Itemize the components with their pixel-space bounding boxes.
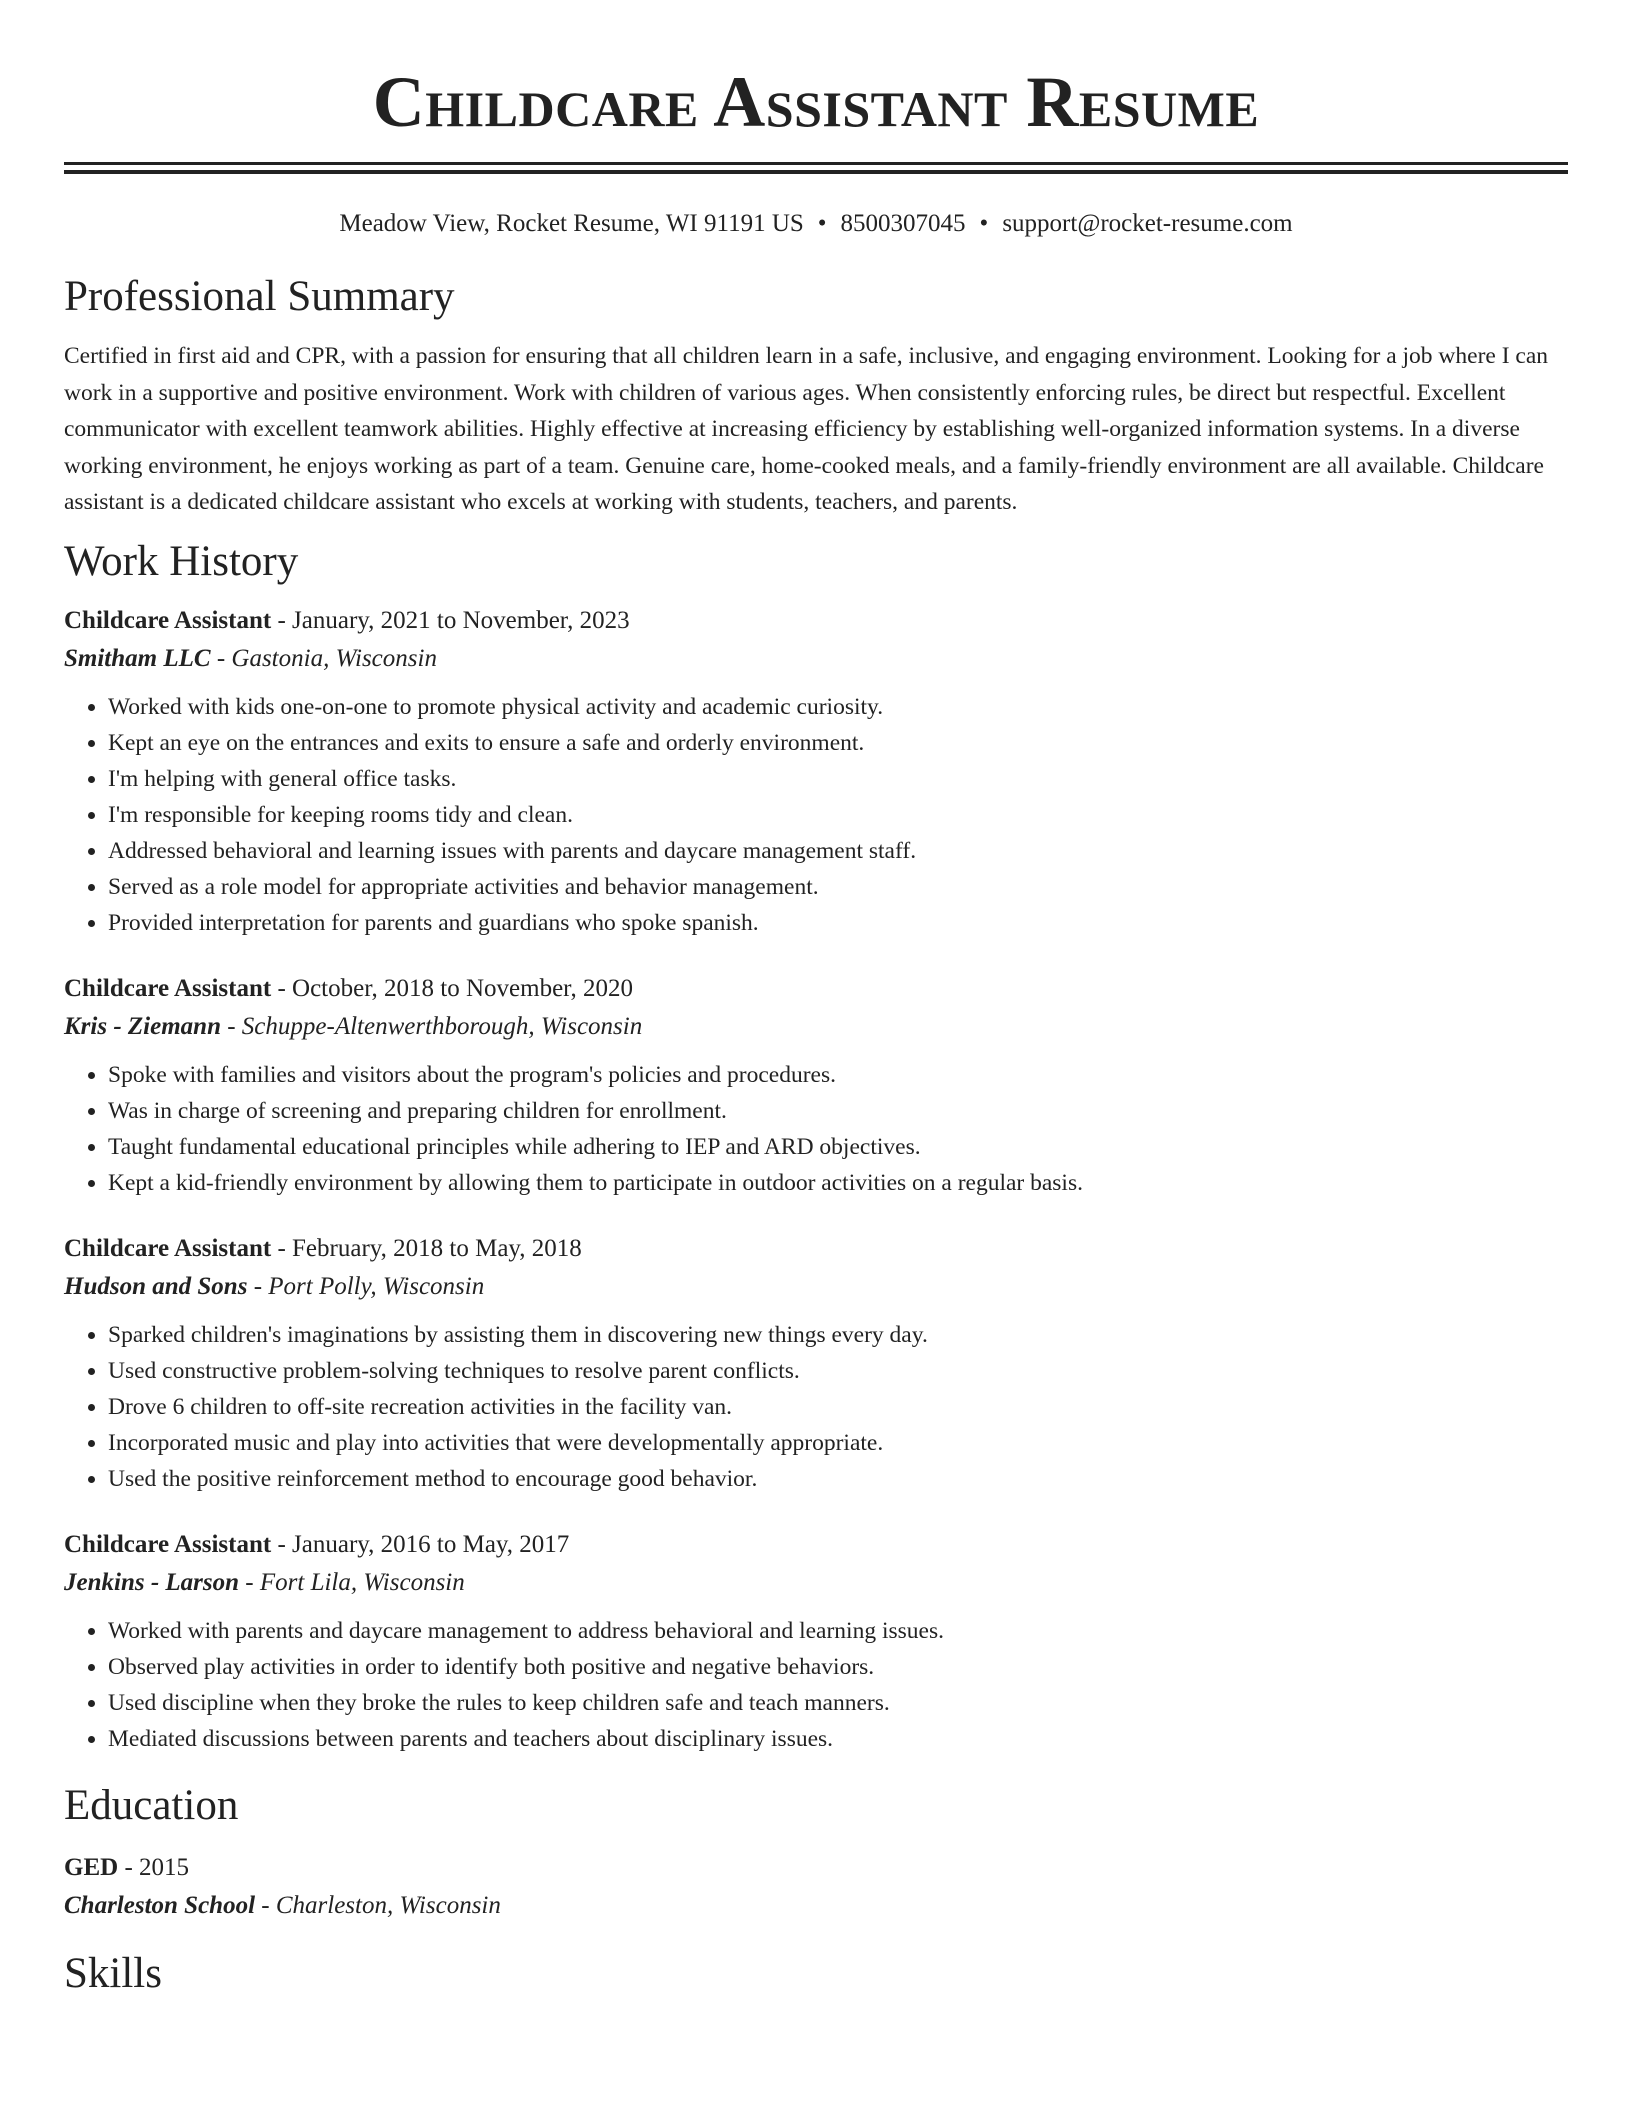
contact-line [64,206,1568,242]
job-title: Childcare Assistant [64,606,272,634]
job-bullets [64,1317,1568,1497]
company-line [64,639,1568,679]
company-line [64,1563,1568,1603]
contact-phone: 8500307045 [840,210,966,237]
bullet-item: • Used the positive reinforcement method to encourage good behavior. [108,1461,1568,1497]
job-dates: - February, 2018 to May, 2018 [271,1234,582,1262]
education-heading: Education [64,1781,239,1829]
bullet-item: • Spoke with families and visitors about the program's policies and procedures. [108,1057,1568,1093]
job-title-line [64,1527,1568,1563]
education-location: - Charleston, Wisconsin [255,1891,501,1919]
job-bullets [64,1613,1568,1757]
job-title-line [64,603,1568,639]
bullet-item: • Used constructive problem-solving techniques to resolve parent conflicts. [108,1353,1568,1389]
company-location: - Port Polly, Wisconsin [247,1272,485,1300]
bullet-item: • I'm helping with general office tasks. [108,761,1568,797]
job-title: Childcare Assistant [64,1530,272,1558]
bullet-separator: • [979,210,989,237]
summary-heading: Professional Summary [64,273,455,320]
bullet-item: • Served as a role model for appropriate activities and behavior management. [108,869,1568,905]
company-name: Smitham LLC [64,644,211,672]
contact-email: support@rocket-resume.com [1002,210,1293,237]
bullet-item: • Mediated discussions between parents and teachers about disciplinary issues. [108,1721,1568,1757]
company-name: Kris - Ziemann [64,1012,221,1040]
job-entry [64,1527,1568,1757]
company-name: Jenkins - Larson [64,1568,240,1596]
company-line [64,1267,1568,1307]
bullet-item: • Incorporated music and play into activities that were developmentally appropriate. [108,1425,1568,1461]
bullet-item: • Worked with kids one-on-one to promote physical activity and academic curiosity. [108,689,1568,725]
job-dates: - January, 2021 to November, 2023 [271,606,630,634]
bullet-item: • Drove 6 children to off-site recreation activities in the facility van. [108,1389,1568,1425]
bullet-item: • I'm responsible for keeping rooms tidy and clean. [108,797,1568,833]
job-title-line [64,971,1568,1007]
bullet-item: • Observed play activities in order to identify both positive and negative behaviors. [108,1649,1568,1685]
job-dates: - October, 2018 to November, 2020 [271,974,634,1002]
job-title: Childcare Assistant [64,1234,272,1262]
bullet-item: • Provided interpretation for parents and guardians who spoke spanish. [108,905,1568,941]
job-entry [64,603,1568,941]
bullet-item: • Used discipline when they broke the rules to keep children safe and teach manners. [108,1685,1568,1721]
bullet-separator: • [817,210,827,237]
bullet-item: • Sparked children's imaginations by assisting them in discovering new things every day. [108,1317,1568,1353]
job-entry [64,971,1568,1201]
bullet-item: • Worked with parents and daycare management to address behavioral and learning issues. [108,1613,1568,1649]
company-name: Hudson and Sons [64,1272,248,1300]
bullet-item: • Taught fundamental educational principles while adhering to IEP and ARD objectives. [108,1129,1568,1165]
bullet-item: • Kept a kid-friendly environment by allowing them to participate in outdoor activities on a regular basis. [108,1165,1568,1201]
resume-title: Childcare Assistant Resume [372,62,1260,142]
education-degree: GED [64,1853,119,1881]
job-entry [64,1231,1568,1497]
company-location: - Gastonia, Wisconsin [210,644,437,672]
bullet-item: • Kept an eye on the entrances and exits to ensure a safe and orderly environment. [108,725,1568,761]
company-location: - Fort Lila, Wisconsin [239,1568,465,1596]
education-degree-line [64,1849,1568,1887]
job-title-line [64,1231,1568,1267]
education-school: Charleston School [64,1891,256,1919]
job-title: Childcare Assistant [64,974,272,1002]
company-location: - Schuppe-Altenwerthborough, Wisconsin [220,1012,643,1040]
bullet-item: • Addressed behavioral and learning issues with parents and daycare management staff. [108,833,1568,869]
work-history-heading: Work History [64,537,299,585]
job-dates: - January, 2016 to May, 2017 [271,1530,570,1558]
education-year: - 2015 [118,1853,190,1881]
job-bullets [64,689,1568,941]
job-bullets [64,1057,1568,1201]
company-line [64,1007,1568,1047]
education-school-line [64,1887,1568,1925]
title-divider [64,162,1568,174]
summary-text: Certified in first aid and CPR, with a passion for ensuring that all children learn in a safe, inclusive, and engaging environment. Looking for a job where I can work in a supportive and positive environment. Work with children of various ages. When consistently enforcing rules, be direct but respectful. Excellent communicator with excellent teamwork abilities. Highly effective at increasing efficiency by establishing well-organized information systems. In a diverse working environment, he enjoys working as part of a team. Genuine care, home-cooked meals, and a family-friendly environment are all available. Childcare assistant is a dedicated childcare assistant who excels at working with students, teachers, and parents. [64,343,1549,515]
contact-address: Meadow View, Rocket Resume, WI 91191 US [339,210,804,237]
bullet-item: • Was in charge of screening and preparing children for enrollment. [108,1093,1568,1129]
skills-heading: Skills [64,1949,162,1997]
